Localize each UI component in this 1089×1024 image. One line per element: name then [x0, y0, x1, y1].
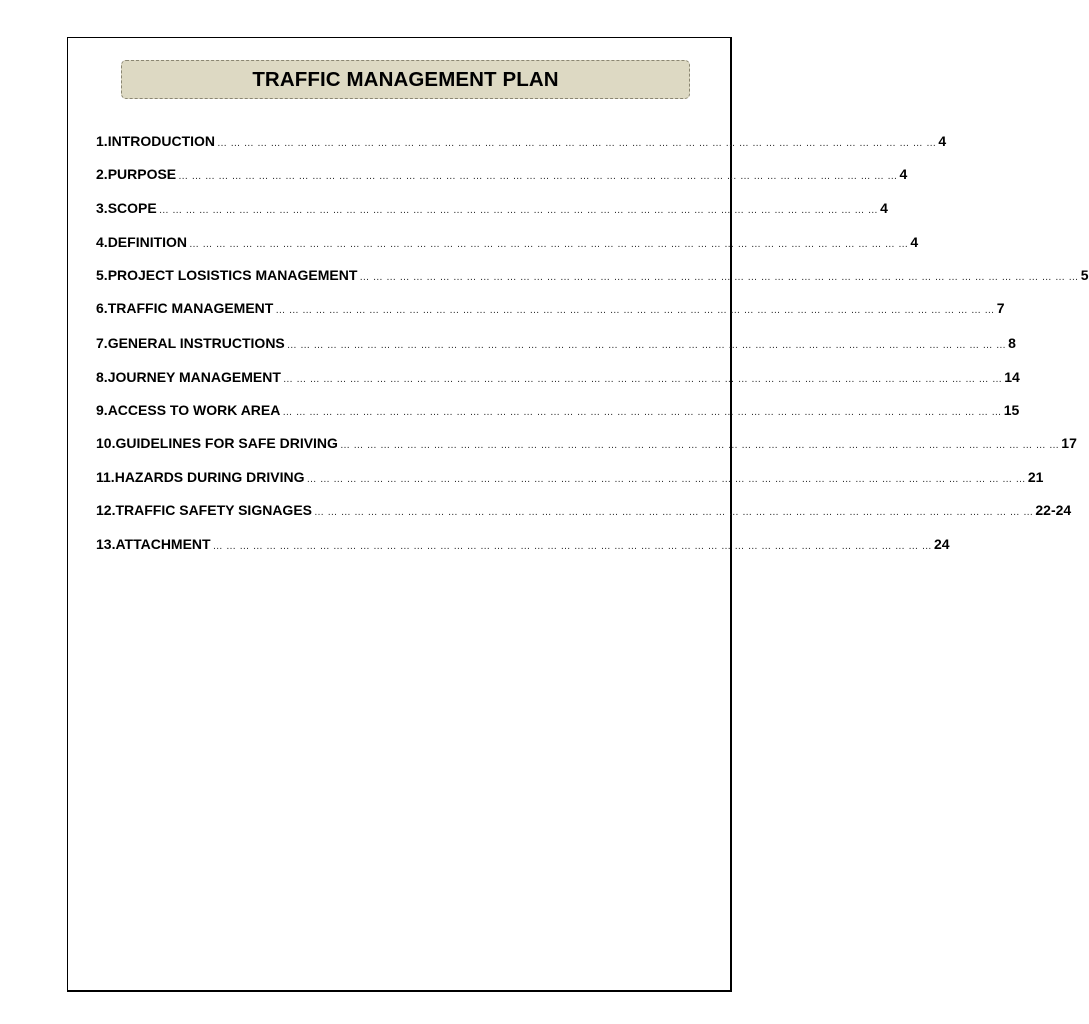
- toc-entry-title: PURPOSE: [107, 166, 177, 182]
- toc-entry-number: 8.: [96, 369, 108, 385]
- toc-entry-number: 9.: [96, 402, 108, 418]
- toc-dot-leader: … … … … … … … … … … … … … … … … … … … … … … … … … … … … … … … … … … … … … … … … … … … … … … … … … … … … … …: [339, 440, 1060, 451]
- toc-entry-definition: [96, 230, 919, 254]
- toc-entry-number: 12.: [96, 502, 116, 518]
- toc-entry-title: GUIDELINES FOR SAFE DRIVING: [115, 435, 338, 451]
- toc-entry-number: 2.: [96, 166, 108, 182]
- toc-entry-hazards-during-driving: [96, 465, 1044, 489]
- page-title: TRAFFIC MANAGEMENT PLAN: [252, 67, 559, 91]
- toc-entry-title: TRAFFIC MANAGEMENT: [107, 300, 274, 316]
- toc-entry-number: 5.: [96, 267, 108, 283]
- toc-entry-title: PROJECT LOSISTICS MANAGEMENT: [107, 267, 358, 283]
- toc-dot-leader: … … … … … … … … … … … … … … … … … … … … … … … … … … … … … … … … … … … … … … … … … … … … … … … … … … … … … …: [275, 305, 995, 316]
- toc-entry-introduction: [96, 129, 947, 153]
- toc-entry-number: 4.: [96, 234, 108, 250]
- toc-entry-page: 4: [899, 166, 908, 182]
- toc-entry-traffic-safety-signages: [96, 498, 1072, 522]
- toc-entry-page: 5: [1080, 267, 1089, 283]
- toc-entry-attachment: [96, 532, 950, 556]
- toc-entry-number: 10.: [96, 435, 116, 451]
- toc-entry-title: ATTACHMENT: [115, 536, 211, 552]
- toc-entry-journey-management: [96, 365, 1020, 389]
- toc-entry-page: 8: [1008, 335, 1016, 351]
- toc-dot-leader: … … … … … … … … … … … … … … … … … … … … … … … … … … … … … … … … … … … … … … … … … … … … … … … … … … … … … …: [212, 541, 932, 552]
- toc-entry-title: ACCESS TO WORK AREA: [107, 402, 281, 418]
- toc-dot-leader: … … … … … … … … … … … … … … … … … … … … … … … … … … … … … … … … … … … … … … … … … … … … … … … … … … … … … …: [286, 340, 1007, 351]
- toc-entry-page: 21: [1027, 469, 1044, 485]
- toc-entry-number: 11.: [96, 469, 115, 485]
- toc-entry-page: 17: [1061, 435, 1077, 451]
- toc-dot-leader: … … … … … … … … … … … … … … … … … … … … … … … … … … … … … … … … … … … … … … … … … … … … … … … … … … … … … …: [189, 239, 909, 250]
- toc-dot-leader: … … … … … … … … … … … … … … … … … … … … … … … … … … … … … … … … … … … … … … … … … … … … … … … … … … … … … …: [314, 507, 1034, 518]
- toc-entry-page: 4: [910, 234, 919, 250]
- toc-entry-page: 24: [933, 536, 950, 552]
- toc-entry-title: INTRODUCTION: [107, 133, 216, 149]
- toc-dot-leader: … … … … … … … … … … … … … … … … … … … … … … … … … … … … … … … … … … … … … … … … … … … … … … … … … … … … … …: [282, 374, 1003, 385]
- toc-entry-scope: [96, 196, 888, 220]
- toc-entry-page: 15: [1003, 402, 1020, 418]
- toc-entry-page: 7: [996, 300, 1005, 316]
- toc-entry-title: GENERAL INSTRUCTIONS: [107, 335, 285, 351]
- toc-entry-title: SCOPE: [107, 200, 157, 216]
- toc-entry-number: 1.: [96, 133, 108, 149]
- toc-dot-leader: … … … … … … … … … … … … … … … … … … … … … … … … … … … … … … … … … … … … … … … … … … … … … … … … … … … … … …: [158, 205, 879, 216]
- toc-entry-traffic-management: [96, 296, 1005, 320]
- toc-entry-number: 3.: [96, 200, 108, 216]
- toc-dot-leader: … … … … … … … … … … … … … … … … … … … … … … … … … … … … … … … … … … … … … … … … … … … … … … … … … … … … … …: [306, 474, 1026, 485]
- toc-entry-number: 13.: [96, 536, 116, 552]
- title-banner: [121, 60, 690, 99]
- toc-entry-page: 4: [880, 200, 888, 216]
- toc-entry-number: 7.: [96, 335, 108, 351]
- toc-dot-leader: … … … … … … … … … … … … … … … … … … … … … … … … … … … … … … … … … … … … … … … … … … … … … … … … … … … … … …: [217, 138, 937, 149]
- toc-entry-title: DEFINITION: [107, 234, 188, 250]
- toc-entry-general-instructions: [96, 331, 1016, 355]
- toc-dot-leader: … … … … … … … … … … … … … … … … … … … … … … … … … … … … … … … … … … … … … … … … … … … … … … … … … … … … … …: [282, 407, 1002, 418]
- toc-entry-guidelines-for-safe-driving: [96, 431, 1077, 455]
- toc-dot-leader: … … … … … … … … … … … … … … … … … … … … … … … … … … … … … … … … … … … … … … … … … … … … … … … … … … … … … …: [178, 171, 898, 182]
- toc-dot-leader: … … … … … … … … … … … … … … … … … … … … … … … … … … … … … … … … … … … … … … … … … … … … … … … … … … … … … …: [359, 272, 1079, 283]
- toc-entry-number: 6.: [96, 300, 108, 316]
- toc-entry-page: 4: [938, 133, 947, 149]
- toc-entry-purpose: [96, 162, 908, 186]
- toc-entry-title: TRAFFIC SAFETY SIGNAGES: [115, 502, 313, 518]
- toc-entry-access-to-work-area: [96, 398, 1020, 422]
- toc-entry-project-logistics-management: [96, 263, 1089, 287]
- toc-entry-title: JOURNEY MANAGEMENT: [107, 369, 281, 385]
- toc-entry-page: 22-24: [1035, 502, 1072, 518]
- toc-entry-page: 14: [1004, 369, 1020, 385]
- toc-entry-title: HAZARDS DURING DRIVING: [114, 469, 305, 485]
